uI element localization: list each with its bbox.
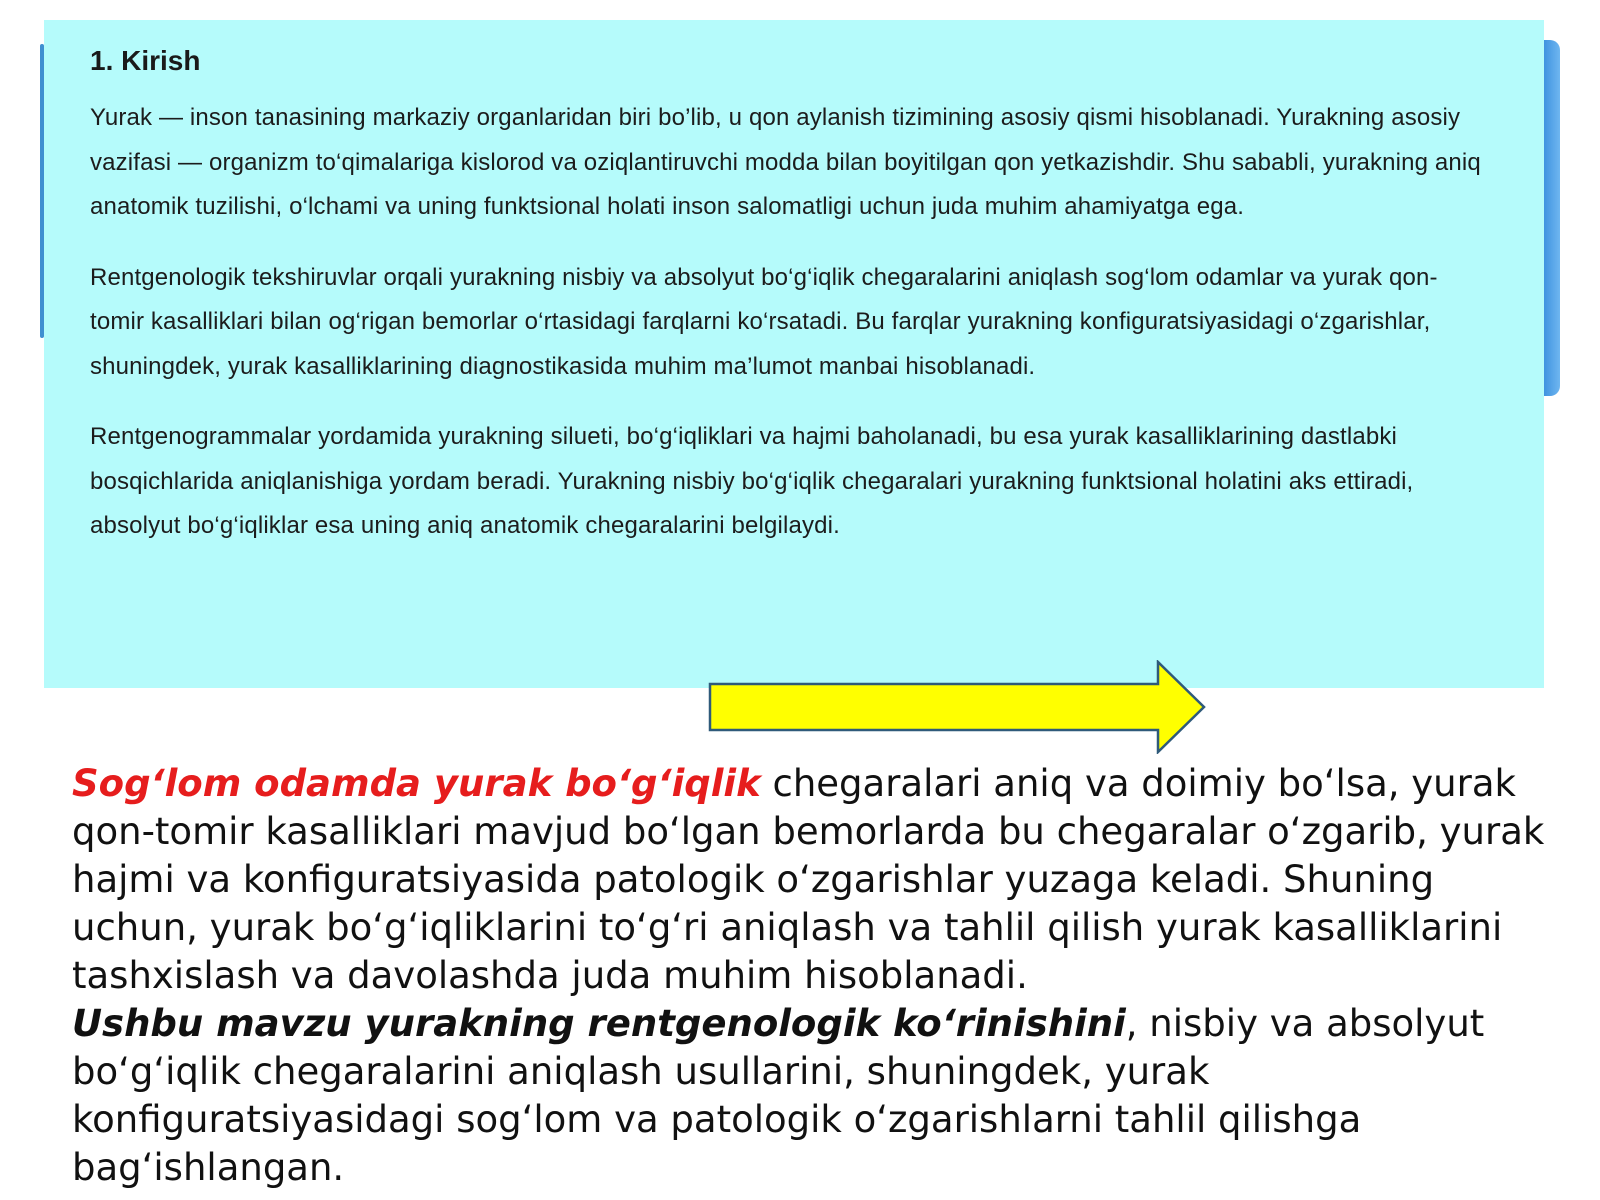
yellow-arrow-icon [708,660,1208,754]
summary-paragraph-1 [72,760,1552,1000]
document-paragraph-3: Rentgenogrammalar yordamida yurakning silueti, bo‘g‘iqliklari va hajmi baholanadi, bu esa yurak kasalliklarining dastlabki bosqichlarida aniqlanishiga yordam beradi. Yurakning nisbiy bo‘g‘iqlik chegaralari yurakning funktsional holatini aks ettiradi, absolyut bo‘g‘iqliklar esa uning aniq anatomik chegaralarini belgilaydi. [90,423,1414,539]
summary-text-1: chegaralari aniq va doimiy bo‘lsa, yurak qon-tomir kasalliklari mavjud bo‘lgan bemorlarda bu chegaralar o‘zgarib, yurak hajmi va konfiguratsiyasida patologik o‘zgarishlar yuzaga keladi. Shuning uchun, yurak bo‘g‘iqliklarini to‘g‘ri aniqlash va tahlil qilish yurak kasalliklarini tashxislash va davolashda juda muhim hisoblanadi. [72,762,1545,997]
arrow-shape [710,662,1204,752]
summary-text [72,760,1552,1192]
document-screenshot-panel [44,20,1544,688]
document-paragraph-2: Rentgenologik tekshiruvlar orqali yurakning nisbiy va absolyut bo‘g‘iqlik chegaralarini aniqlash sog‘lom odamlar va yurak qon-tomir kasalliklari bilan og‘rigan bemorlar o‘rtasidagi farqlarni ko‘rsatadi. Bu farqlar yurakning konfiguratsiyasidagi o‘zgarishlar, shuningdek, yurak kasalliklarining diagnostikasida muhim ma’lumot manbai hisoblanadi. [90,263,1438,380]
summary-highlight-red: Sog‘lom odamda yurak bo‘g‘iqlik [72,762,761,805]
summary-paragraph-2 [72,1000,1552,1192]
summary-text-2: , nisbiy va absolyut bo‘g‘iqlik chegaralarini aniqlash usullarini, shuningdek, yurak konfiguratsiyasidagi sog‘lom va patologik o‘zgarishlarni tahlil qilishga bag‘ishlangan. [72,1002,1485,1189]
summary-highlight-bold: Ushbu mavzu yurakning rentgenologik ko‘rinishini [72,1002,1126,1045]
document-paragraph-1: Yurak — inson tanasining markaziy organlaridan biri bo’lib, u qon aylanish tizimining asosiy qismi hisoblanadi. Yurakning asosiy vazifasi — organizm to‘qimalariga kislorod va oziqlantiruvchi modda bilan boyitilgan qon yetkazishdir. Shu sababli, yurakning aniq anatomik tuzilishi, o‘lchami va uning funktsional holati inson salomatligi uchun juda muhim ahamiyatga ega. [90,104,1481,220]
section-heading: 1. Kirish [90,45,201,76]
document-scrollbar[interactable] [1544,40,1560,396]
